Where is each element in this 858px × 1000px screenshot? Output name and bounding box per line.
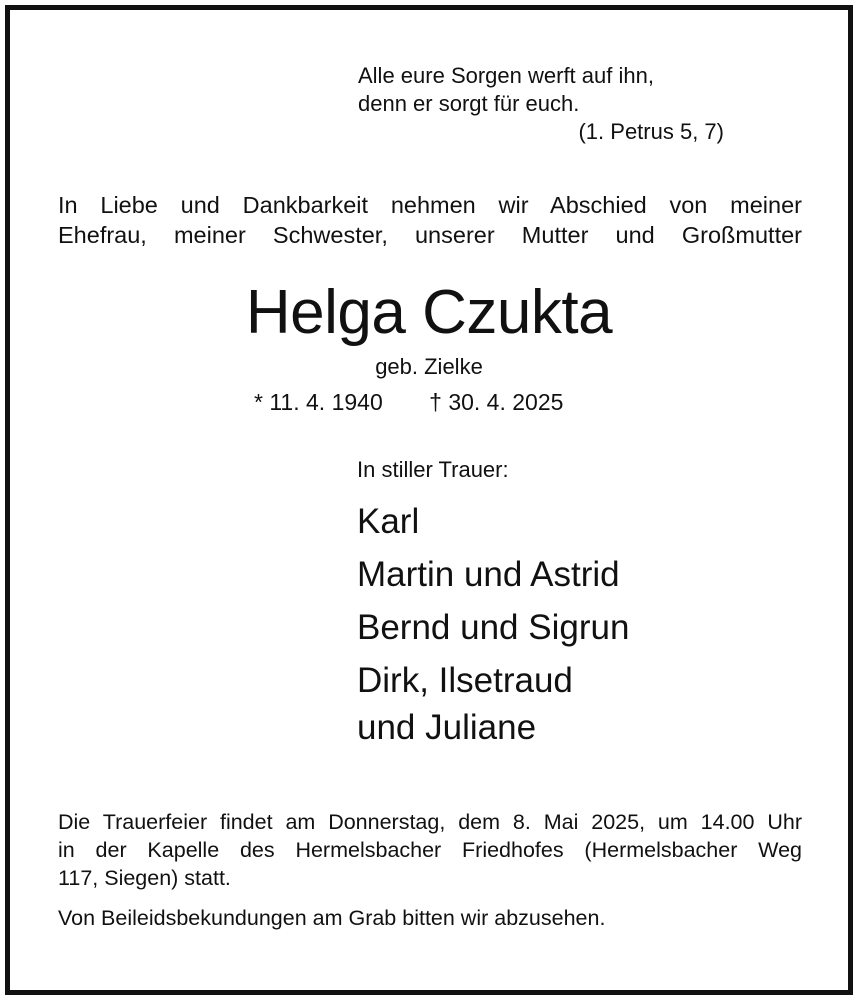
funeral-details — [58, 808, 802, 892]
intro-line-1: In Liebe und Dankbarkeit nehmen wir Abschied von meiner — [58, 192, 802, 218]
verse-line-2: denn er sorgt für euch. — [358, 91, 580, 116]
funeral-line-1: Die Trauerfeier findet am Donnerstag, dem 8. Mai 2025, um 14.00 Uhr — [58, 810, 802, 834]
life-dates — [254, 386, 563, 418]
mourners-list — [357, 495, 629, 749]
intro-text — [58, 190, 802, 250]
mourner-name: Bernd und Sigrun — [357, 608, 630, 647]
funeral-line-2: in der Kapelle des Hermelsbacher Friedhofes (Hermelsbacher Weg — [58, 838, 802, 862]
condolence-note: Von Beileidsbekundungen am Grab bitten wir abzusehen. — [58, 906, 606, 930]
deceased-name: Helga Czukta — [245, 278, 613, 347]
funeral-line-3: 117, Siegen) statt. — [58, 866, 231, 890]
mourner-name: Karl — [357, 502, 420, 541]
verse-line-1: Alle eure Sorgen werft auf ihn, — [358, 63, 654, 88]
birth-name: geb. Zielke — [375, 354, 483, 379]
mourner-name: Martin und Astrid — [357, 555, 620, 594]
mourner-name: Dirk, Ilsetraud — [357, 661, 573, 700]
mourner-name: und Juliane — [357, 708, 537, 747]
birth-date: * 11. 4. 1940 — [254, 389, 383, 415]
verse-reference: (1. Petrus 5, 7) — [578, 119, 724, 144]
mourning-label: In stiller Trauer: — [357, 457, 509, 482]
bible-verse — [358, 62, 728, 146]
death-date: † 30. 4. 2025 — [429, 389, 564, 415]
intro-line-2: Ehefrau, meiner Schwester, unserer Mutter und Großmutter — [58, 222, 802, 248]
